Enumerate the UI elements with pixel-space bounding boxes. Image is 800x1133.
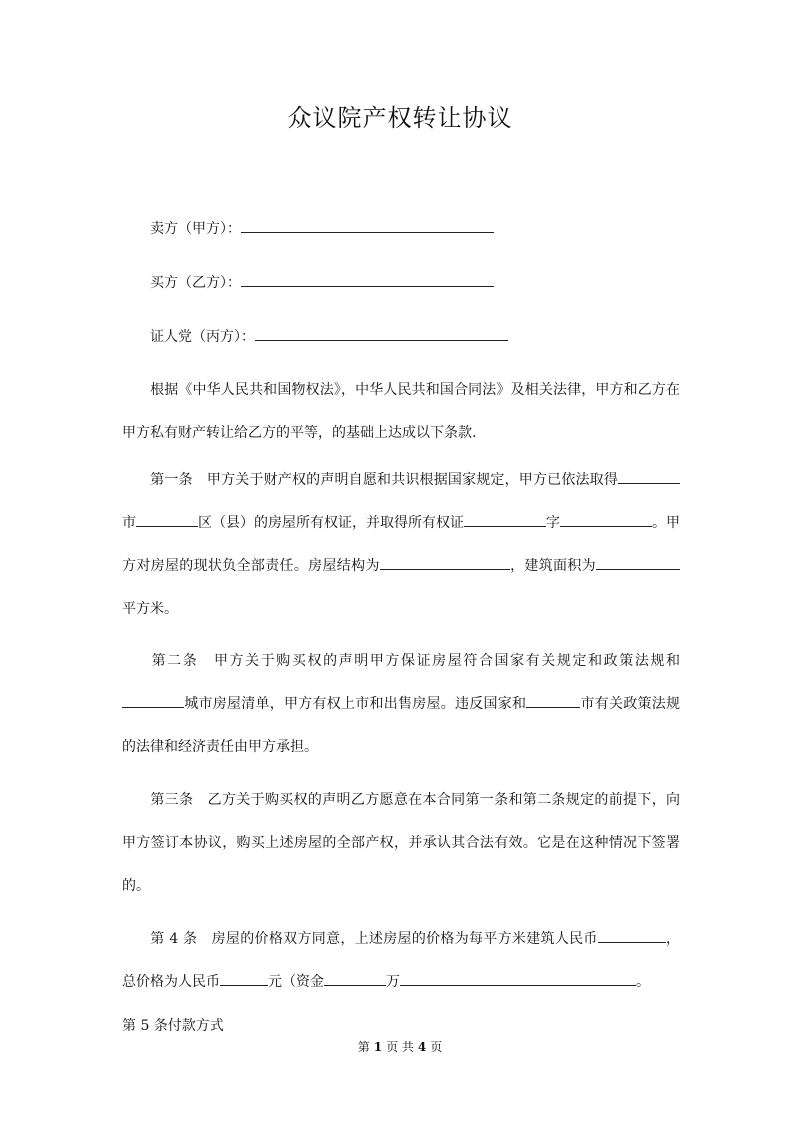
intro-text: 根据《中华人民共和国物权法》，中华人民共和国合同法》及相关法律，甲方和乙方在甲方私有财产转让给乙方的平等，的基础上达成以下条款. — [122, 382, 680, 441]
article-1-text-5: 。甲方对房屋的现状负全部责任。房屋结构为 — [122, 515, 680, 574]
footer-page-number: 1 — [373, 1040, 383, 1054]
article-1-blank-number[interactable] — [560, 510, 652, 527]
buyer-label: 买方（乙方）： — [150, 275, 241, 291]
article-1-blank-cert[interactable] — [464, 510, 546, 527]
footer-suffix: 页 — [430, 1040, 443, 1054]
article-1-text-2: 市 — [122, 515, 136, 531]
article-4-text-2: ，总价格为人民币 — [122, 931, 681, 990]
article-4-text-5: 。 — [636, 974, 650, 990]
footer-prefix: 第 — [357, 1040, 370, 1054]
article-2-text-2: 城市房屋清单，甲方有权上市和出售房屋。违反国家和 — [184, 696, 527, 712]
article-4-text-3: 元（资金 — [268, 974, 324, 990]
footer-middle: 页 共 — [386, 1040, 414, 1054]
seller-blank[interactable] — [241, 216, 494, 233]
article-1-heading: 第一条 — [150, 472, 193, 488]
buyer-blank[interactable] — [241, 270, 494, 287]
seller-label: 卖方（甲方）： — [150, 221, 241, 237]
article-1 — [122, 459, 680, 631]
document-title: 众议院产权转让协议 — [287, 104, 513, 132]
article-4-blank-words[interactable] — [400, 969, 636, 986]
seller-line — [150, 216, 494, 239]
article-1-text-1: 甲方关于财产权的声明自愿和共识根据国家规定，甲方已依法取得 — [206, 472, 619, 488]
page-footer — [0, 1038, 800, 1056]
article-1-blank-district[interactable] — [136, 510, 198, 527]
article-2-blank-city-2[interactable] — [526, 691, 580, 708]
article-5-heading: 第 5 条付款方式 — [122, 1018, 224, 1034]
article-1-text-4: 字 — [546, 515, 560, 531]
witness-blank[interactable] — [255, 324, 508, 341]
article-4 — [122, 918, 680, 1004]
intro-paragraph — [122, 369, 680, 455]
article-4-blank-total[interactable] — [220, 969, 268, 986]
article-1-text-7: 平方米。 — [122, 601, 178, 617]
article-4-text-4: 万 — [386, 974, 400, 990]
article-3-text: 乙方关于购买权的声明乙方愿意在本合同第一条和第二条规定的前提下，向甲方签订本协议，购买上述房屋的全部产权，并承认其合法有效。它是在这种情况下签署的。 — [122, 792, 681, 894]
article-1-text-6: ，建筑面积为 — [509, 558, 597, 574]
footer-total-pages: 4 — [417, 1040, 427, 1054]
article-3 — [122, 779, 680, 908]
article-4-text-1: 房屋的价格双方同意，上述房屋的价格为每平方米建筑人民币 — [211, 931, 598, 947]
article-1-blank-city[interactable] — [618, 467, 680, 484]
article-4-blank-unit-price[interactable] — [598, 926, 666, 943]
article-3-heading: 第三条 — [150, 792, 194, 808]
article-2-heading: 第二条 — [150, 653, 199, 669]
buyer-line — [150, 270, 494, 293]
article-1-text-3: 区（县）的房屋所有权证，并取得所有权证 — [198, 515, 464, 531]
article-4-blank-funds[interactable] — [324, 969, 386, 986]
article-1-blank-structure[interactable] — [380, 553, 510, 570]
witness-label: 证人党（丙方）： — [150, 329, 255, 345]
article-2 — [122, 640, 680, 769]
article-4-heading: 第 4 条 — [150, 931, 198, 947]
article-2-text-3: 市有关政策法规的法律和经济责任由甲方承担。 — [122, 696, 680, 755]
article-2-text-1: 甲方关于购买权的声明甲方保证房屋符合国家有关规定和政策法规和 — [213, 653, 681, 669]
witness-line — [150, 324, 508, 347]
article-1-blank-area[interactable] — [596, 553, 680, 570]
article-2-blank-city[interactable] — [122, 691, 184, 708]
